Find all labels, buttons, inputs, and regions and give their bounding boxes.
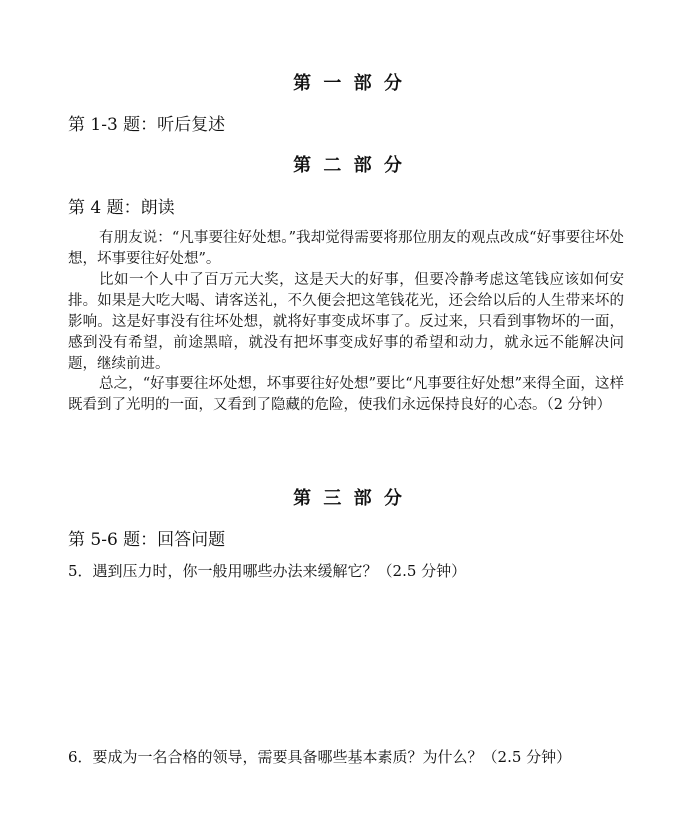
- reading-paragraph-3: 总之，“好事要往坏处想，坏事要往好处想”要比“凡事要往好处想”来得全面，这样既看到了光明的一面，又看到了隐藏的危险，使我们永远保持良好的心态。（2 分钟）: [68, 376, 624, 413]
- part-three-heading: 第 三 部 分: [293, 488, 405, 509]
- part-two-question-title: 第 4 题：朗读: [68, 198, 175, 218]
- reading-paragraph-1: 有朋友说：“凡事要往好处想。”我却觉得需要将那位朋友的观点改成“好事要往坏处想，坏事要往好处想”。: [68, 230, 624, 267]
- reading-paragraph-2: 比如一个人中了百万元大奖，这是天大的好事，但要冷静考虑这笔钱应该如何安排。如果是大吃大喝、请客送礼，不久便会把这笔钱花光，还会给以后的人生带来坏的影响。这是好事没有往坏处想，就将好事变成坏事了。反过来，只看到事物坏的一面，感到没有希望，前途黑暗，就没有把坏事变成好事的希望和动力，就永远不能解决问题，继续前进。: [68, 272, 624, 372]
- part-three-question-title: 第 5-6 题：回答问题: [68, 530, 226, 550]
- part-two-heading: 第 二 部 分: [293, 155, 405, 176]
- part-one-question-title: 第 1-3 题：听后复述: [68, 115, 226, 135]
- part-one-heading: 第 一 部 分: [293, 73, 405, 94]
- question-5: 5．遇到压力时，你一般用哪些办法来缓解它？（2.5 分钟）: [68, 562, 467, 580]
- question-6: 6．要成为一名合格的领导，需要具备哪些基本素质？为什么？（2.5 分钟）: [68, 748, 572, 766]
